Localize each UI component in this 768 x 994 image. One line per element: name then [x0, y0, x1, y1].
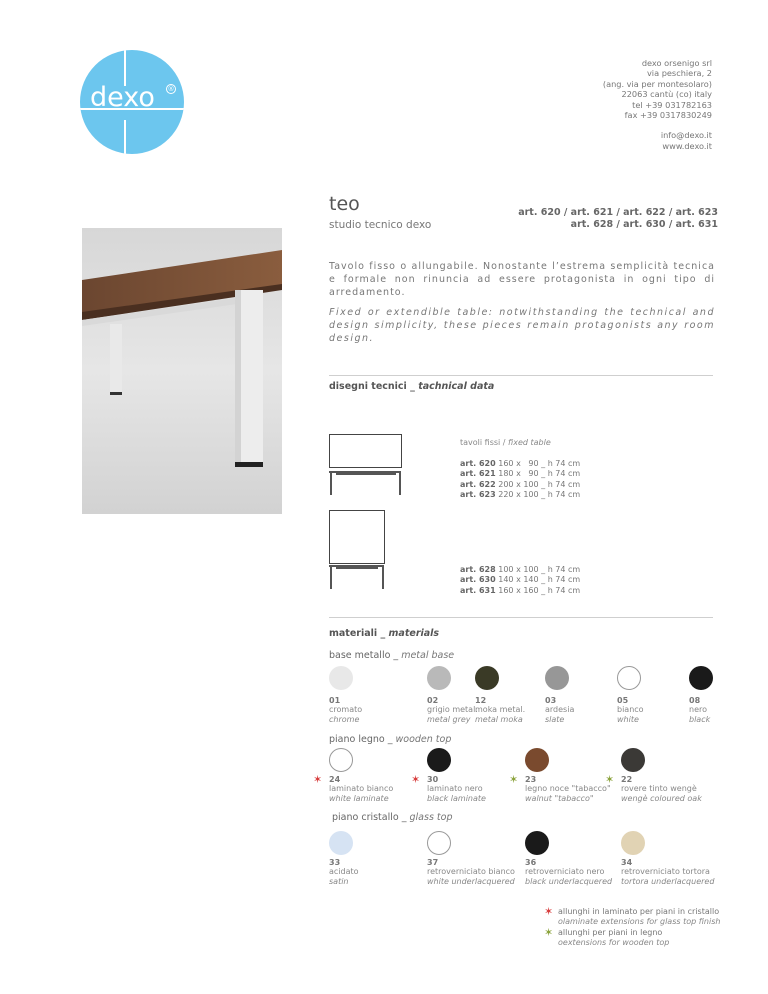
swatch-name-en: satin	[329, 876, 349, 886]
star-icon: ✶	[509, 773, 519, 786]
fax-line: fax +39 0317830249	[624, 110, 712, 121]
swatch-code: 30	[427, 775, 439, 784]
address-line: via peschiera, 2	[646, 68, 712, 79]
color-swatch-12	[475, 666, 499, 690]
articles-line: art. 628 / art. 630 / art. 631	[570, 219, 718, 230]
glass-top-label: piano cristallo _ glass top	[332, 812, 453, 823]
table-apron	[336, 567, 378, 569]
swatch-code: 12	[475, 696, 487, 705]
swatch-name-en: slate	[545, 714, 565, 724]
phone-line: tel +39 031782163	[632, 99, 712, 110]
swatch-name-en: white underlacquered	[427, 876, 515, 886]
specs-group-2	[460, 565, 580, 596]
metal-base-label: base metallo _ metal base	[329, 650, 455, 661]
spec-row: art. 628 100 x 100 _ h 74 cm	[460, 565, 581, 574]
technical-section-title: disegni tecnici _ tachnical data	[329, 381, 495, 392]
swatch-name-it: retroverniciato tortora	[621, 867, 710, 876]
table-leg	[330, 473, 332, 495]
swatch-name-it: rovere tinto wengè	[621, 784, 697, 793]
materials-section-title: materiali _ materials	[329, 628, 440, 639]
swatch-name-en: black underlacquered	[525, 876, 613, 886]
swatch-code: 01	[329, 696, 341, 705]
swatch-name	[427, 784, 486, 803]
swatch-name	[617, 705, 644, 724]
table-leg	[399, 473, 401, 495]
wooden-top-label: piano legno _ wooden top	[329, 734, 452, 745]
website-link[interactable]: www.dexo.it	[662, 140, 712, 151]
spec-row: art. 621 180 x 90 _ h 74 cm	[460, 469, 581, 479]
swatch-code: 36	[525, 858, 537, 867]
color-swatch-34	[621, 831, 645, 855]
color-swatch-30	[427, 748, 451, 772]
star-icon: ✶	[544, 926, 554, 939]
swatch-name-it: bianco	[617, 705, 644, 714]
swatch-name-it: moka metal.	[475, 705, 526, 714]
note-en: oextensions for wooden top	[558, 937, 670, 947]
swatch-name-it: ardesia	[545, 705, 575, 714]
swatch-name-en: walnut "tabacco"	[525, 793, 594, 803]
swatch-name-en: metal moka	[475, 714, 523, 724]
fixed-table-label: tavoli fissi / fixed table	[460, 438, 551, 447]
swatch-name	[621, 784, 702, 803]
color-swatch-02	[427, 666, 451, 690]
swatch-name-it: grigio metal.	[427, 705, 478, 714]
note-it: allunghi per piani in legno	[558, 928, 663, 937]
product-photo	[82, 228, 282, 514]
spec-row: art. 622 200 x 100 _ h 74 cm	[460, 479, 581, 489]
swatch-code: 05	[617, 696, 629, 705]
product-designer: studio tecnico dexo	[329, 219, 432, 231]
swatch-name	[475, 705, 525, 724]
swatch-name	[329, 705, 362, 724]
swatch-code: 02	[427, 696, 439, 705]
swatch-name-en: metal grey	[427, 714, 471, 724]
divider	[329, 375, 713, 376]
star-icon: ✶	[605, 773, 615, 786]
swatch-name-en: white	[617, 714, 639, 724]
color-swatch-01	[329, 666, 353, 690]
divider	[329, 617, 713, 618]
specs-group-1	[460, 459, 580, 500]
note-text	[558, 907, 720, 926]
swatch-name-it: cromato	[329, 705, 363, 714]
star-icon: ✶	[544, 905, 554, 918]
swatch-name-it: retroverniciato bianco	[427, 867, 515, 876]
swatch-name-en: black	[689, 714, 711, 724]
swatch-name-en: tortora underlacquered	[621, 876, 715, 886]
swatch-name	[329, 867, 359, 886]
swatch-code: 24	[329, 775, 341, 784]
swatch-name	[329, 784, 393, 803]
color-swatch-33	[329, 831, 353, 855]
swatch-code: 23	[525, 775, 537, 784]
note-it: allunghi in laminato per piani in cristallo	[558, 907, 720, 916]
spec-row: art. 623 220 x 100 _ h 74 cm	[460, 489, 581, 499]
swatch-name	[427, 867, 515, 886]
address-line: dexo orsenigo srl	[641, 58, 712, 68]
table-leg	[382, 567, 384, 589]
swatch-name	[545, 705, 574, 724]
swatch-name	[621, 867, 714, 886]
color-swatch-05	[617, 666, 641, 690]
swatch-name	[427, 705, 478, 724]
swatch-name-en: black laminate	[427, 793, 486, 803]
article-numbers	[518, 207, 718, 231]
swatch-name-it: acidato	[329, 867, 359, 876]
swatch-name-it: legno noce "tabacco"	[525, 784, 611, 793]
note-text	[558, 928, 669, 947]
color-swatch-23	[525, 748, 549, 772]
swatch-name-en: chrome	[329, 714, 360, 724]
color-swatch-08	[689, 666, 713, 690]
swatch-name-en: white laminate	[329, 793, 389, 803]
email-link[interactable]: info@dexo.it	[660, 130, 712, 141]
description-english: Fixed or extendible table: notwithstanding the technical and design simplicity, these pieces remain protagonists any room design.	[329, 307, 715, 344]
table-apron	[336, 473, 396, 475]
star-icon: ✶	[411, 773, 421, 786]
address-line: (ang. via per montesolaro)	[602, 78, 712, 89]
articles-line: art. 620 / art. 621 / art. 622 / art. 623	[518, 207, 718, 218]
dexo-logo	[80, 50, 184, 154]
product-name: teo	[329, 193, 360, 215]
square-table-top-view	[329, 510, 385, 564]
swatch-name	[525, 867, 612, 886]
swatch-name-en: wengè coloured oak	[621, 793, 702, 803]
swatch-code: 34	[621, 858, 633, 867]
star-icon: ✶	[313, 773, 323, 786]
rect-table-top-view	[329, 434, 402, 468]
description-italian: Tavolo fisso o allungabile. Nonostante l’estrema semplicità tecnica e formale non rinuncia ad essere protagonista in ogni tipo di arredamento.	[329, 261, 715, 298]
swatch-name	[689, 705, 710, 724]
spec-row: art. 630 140 x 140 _ h 74 cm	[460, 575, 581, 585]
table-leg	[330, 567, 332, 589]
swatch-code: 08	[689, 696, 701, 705]
swatch-name-it: laminato bianco	[329, 784, 394, 793]
color-swatch-24	[329, 748, 353, 772]
swatch-name-it: nero	[689, 705, 707, 714]
color-swatch-03	[545, 666, 569, 690]
spec-row: art. 631 160 x 160 _ h 74 cm	[460, 585, 581, 595]
swatch-code: 37	[427, 858, 439, 867]
swatch-name-it: retroverniciato nero	[525, 867, 605, 876]
swatch-code: 22	[621, 775, 633, 784]
color-swatch-36	[525, 831, 549, 855]
company-address	[603, 58, 712, 151]
logo-wordmark: dexo	[90, 82, 155, 113]
swatch-name-it: laminato nero	[427, 784, 483, 793]
registered-mark: ®	[167, 85, 175, 93]
swatch-name	[525, 784, 611, 803]
spec-row: art. 620 160 x 90 _ h 74 cm	[460, 459, 581, 468]
swatch-code: 33	[329, 858, 341, 867]
swatch-code: 03	[545, 696, 557, 705]
color-swatch-37	[427, 831, 451, 855]
address-line: 22063 cantù (co) italy	[621, 89, 712, 100]
note-en: olaminate extensions for glass top finish	[558, 916, 721, 926]
color-swatch-22	[621, 748, 645, 772]
